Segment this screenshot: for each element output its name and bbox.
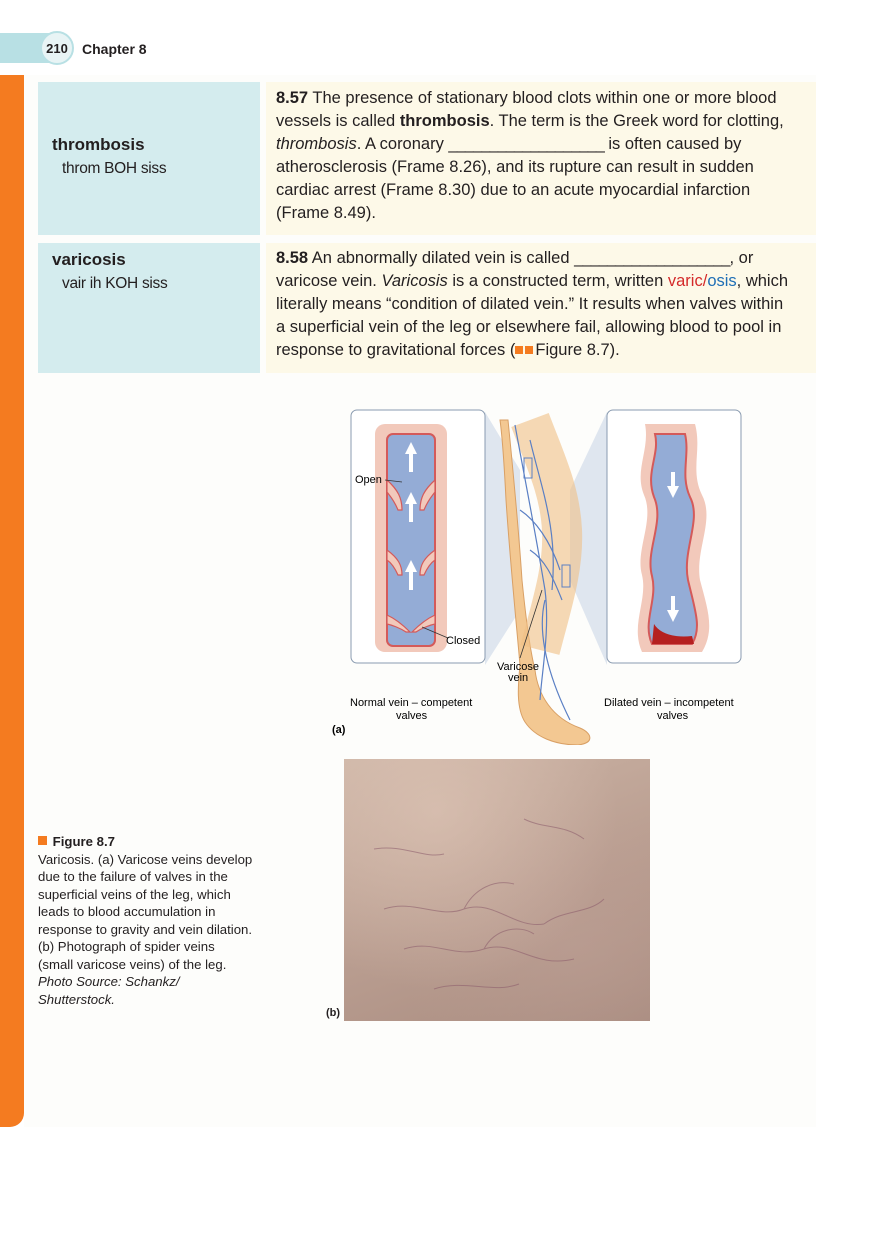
term-word: varicosis	[52, 250, 126, 269]
figure-square-icon	[38, 836, 47, 845]
frame-number: 8.58	[276, 249, 309, 267]
label-dilated-vein: valves	[657, 710, 689, 722]
frame-text-run: , which literally means “condition of dilated vein.” It results when valves within a superficial vein of the leg or elsewhere fail, allowing blood to pool in response to gravitational forces (	[276, 272, 789, 359]
italic-term: thrombosis	[276, 135, 357, 153]
word-root: varic	[667, 272, 703, 290]
frame-text-run: . A coronary	[356, 135, 449, 153]
word-slash: /	[702, 272, 708, 290]
spider-veins-photo	[344, 759, 650, 1021]
caption-source: Photo Source: Schankz/ Shutterstock.	[38, 974, 180, 1007]
frame-text-run: , or varicose vein.	[276, 249, 754, 290]
chapter-title: Chapter 8	[82, 41, 147, 57]
label-normal-vein: valves	[396, 710, 428, 722]
term-word: thrombosis	[52, 135, 145, 154]
frame-text-run: is a constructed term, written	[447, 272, 668, 290]
frame-text-run: . The term is the Greek word for clotting,	[489, 112, 784, 130]
caption-body: Varicosis. (a) Varicose veins develop due to the failure of valves in the superficial veins of the leg, which leads to blood accumulation in response to gravity and vein dilation. (b) Photograph of spider veins (small varicose veins) of the leg.	[38, 851, 253, 972]
key-term: thrombosis	[399, 112, 490, 130]
label-dilated-vein: Dilated vein – incompetent	[604, 697, 734, 709]
figure-ref-square-icon	[515, 346, 523, 354]
term-box-thrombosis	[38, 82, 260, 235]
panel-letter-a: (a)	[332, 724, 346, 736]
frame-text-run: is often caused by atherosclerosis (Frame 8.26), and its rupture can result in sudden cardiac arrest (Frame 8.30) due to an acute myocardial infarction (Frame 8.49).	[276, 135, 754, 222]
answer-blank: ___________________	[574, 249, 730, 267]
label-normal-vein: Normal vein – competent	[350, 697, 473, 709]
answer-blank: ___________________	[448, 135, 604, 153]
chapter-spine	[0, 75, 24, 1127]
figure-8-7a-illustration	[330, 400, 760, 745]
caption-title: Figure 8.7	[52, 834, 115, 849]
label-varicose-vein: vein	[508, 672, 529, 684]
spider-veins-pattern	[344, 759, 650, 1021]
frame-8-57	[266, 82, 816, 235]
word-suffix: osis	[707, 272, 737, 290]
figure-reference: Figure 8.7	[535, 341, 610, 359]
figure-ref-square-icon	[525, 346, 533, 354]
frame-text-run: The presence of stationary blood clots within one or more blood vessels is called	[276, 89, 777, 130]
label-varicose-vein: Varicose	[497, 661, 539, 673]
frame-number: 8.57	[276, 89, 309, 107]
frame-text-run: An abnormally dilated vein is called	[308, 249, 575, 267]
caption-title-row	[38, 833, 253, 851]
label-open: Open	[355, 474, 382, 486]
italic-term: Varicosis	[381, 272, 448, 290]
frame-8-58	[266, 243, 816, 373]
term-pronunciation: vair ih KOH siss	[62, 275, 168, 292]
frame-text-run: ).	[609, 341, 620, 359]
label-closed: Closed	[446, 635, 481, 647]
page-number: 210	[40, 31, 74, 65]
term-box-varicosis	[38, 243, 260, 373]
term-pronunciation: throm BOH siss	[62, 160, 167, 177]
frame-text	[276, 247, 796, 362]
figure-caption	[38, 833, 253, 1008]
panel-letter-b: (b)	[326, 1007, 341, 1019]
frame-text	[276, 87, 796, 225]
